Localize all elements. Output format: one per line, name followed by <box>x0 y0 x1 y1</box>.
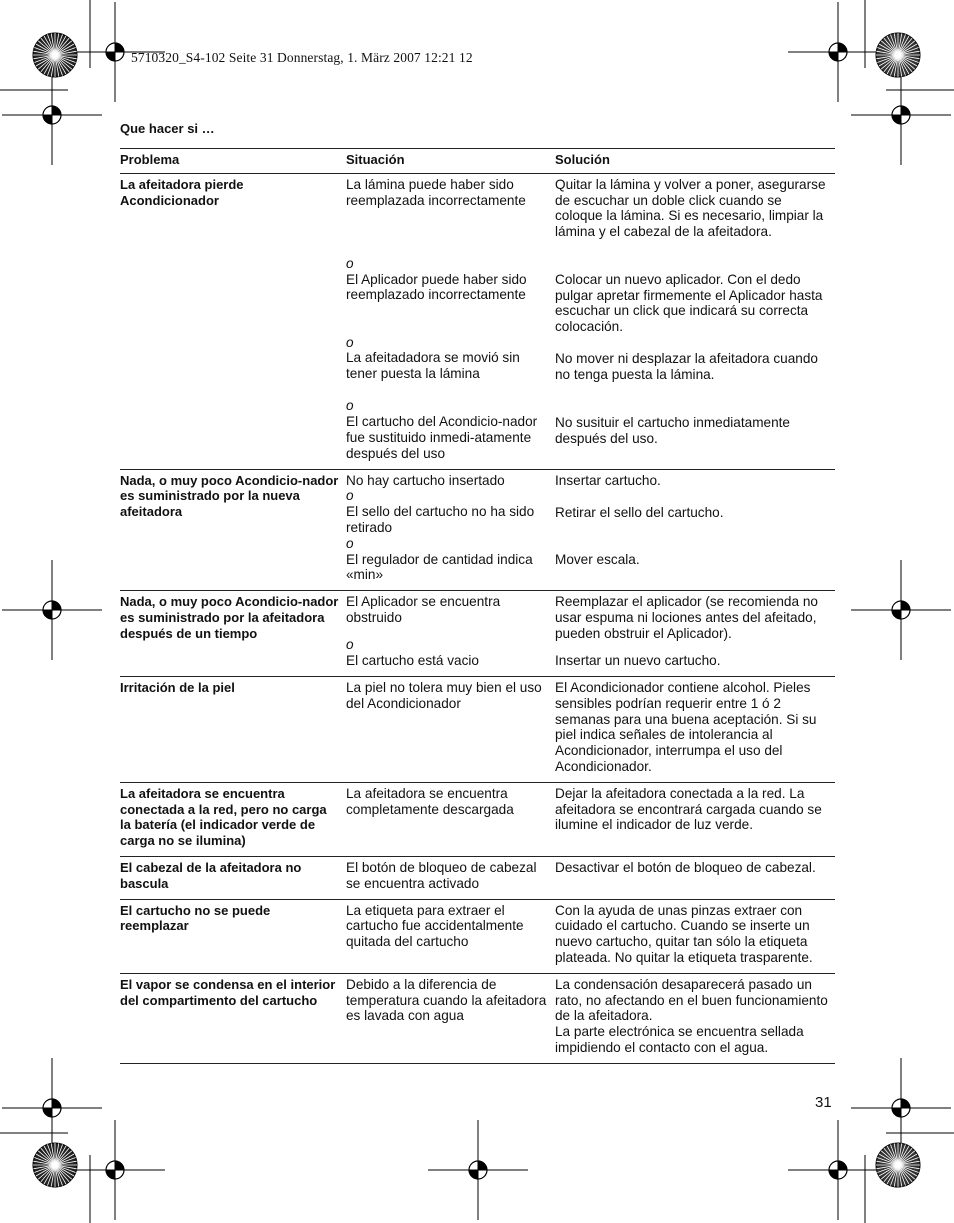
solution-text: El Acondicionador contiene alcohol. Pieles sensibles podrían requerir entre 1 ó 2 semanas para una buena aceptación. Si su piel indica señales de intolerancia al Acondicionador, interrumpa el uso del Acondicionador. <box>555 679 817 774</box>
solution-text: Insertar un nuevo cartucho. <box>555 653 721 669</box>
problem-cell: Irritación de la piel <box>120 679 235 695</box>
situation-text: El botón de bloqueo de cabezal se encuentra activado <box>346 859 537 891</box>
situation-cell <box>346 899 555 973</box>
situation-text: La afeitadadora se movió sin tener puesta la lámina <box>346 350 520 382</box>
crosshair-icon <box>2 65 102 165</box>
solution-cell <box>555 173 835 469</box>
problem-cell: Nada, o muy poco Acondicio-nador es suministrado por la afeitadora después de un tiempo <box>120 594 339 641</box>
solution-text: Insertar cartucho. <box>555 472 661 488</box>
solution-text: Dejar la afeitadora conectada a la red. La afeitadora se encontrará cargada cuando se ilumine el indicador de luz verde. <box>555 785 822 833</box>
print-header: 5710320_S4-102 Seite 31 Donnerstag, 1. März 2007 12:21 12 <box>131 50 473 65</box>
table-row <box>120 782 835 856</box>
situation-text: La lámina puede haber sido reemplazada incorrectamente <box>346 176 526 208</box>
solution-cell <box>555 973 835 1063</box>
registration-wheel-icon <box>876 1143 920 1187</box>
situation-cell <box>346 973 555 1063</box>
solution-text: Desactivar el botón de bloqueo de cabezal. <box>555 859 816 875</box>
situation-text: El cartucho está vacio <box>346 652 479 668</box>
situation-text: Debido a la diferencia de temperatura cuando la afeitadora es lavada con agua <box>346 976 547 1024</box>
solution-cell <box>555 856 835 899</box>
problem-cell: El vapor se condensa en el interior del compartimento del cartucho <box>120 976 336 1008</box>
alternative-marker: o <box>346 398 354 414</box>
table-row <box>120 591 835 677</box>
alternative-marker: o <box>346 488 354 504</box>
crosshair-icon <box>428 1120 528 1220</box>
solution-text: La parte electrónica se encuentra sellada impidiendo el contacto con el agua. <box>555 1024 804 1055</box>
solution-text: Colocar un nuevo aplicador. Con el dedo pulgar apretar firmemente el Aplicador hasta escuchar un click que indicará su correcta colocación. <box>555 271 823 335</box>
situation-text: El sello del cartucho no ha sido retirado <box>346 504 535 535</box>
crosshair-icon <box>851 65 951 165</box>
registration-wheel-icon <box>33 33 77 77</box>
solution-text: La condensación desaparecerá pasado un rato, no afectando en el buen funcionamiento de la afeitadora. <box>555 976 828 1024</box>
alternative-marker: o <box>346 255 354 271</box>
solution-text: No mover ni desplazar la afeitadora cuando no tenga puesta la lámina. <box>555 350 818 382</box>
situation-text: La etiqueta para extraer el cartucho fue accidentalmente quitada del cartucho <box>346 902 524 950</box>
crosshair-icon <box>65 1120 165 1220</box>
troubleshooting-table <box>120 148 835 1064</box>
table-row <box>120 899 835 973</box>
section-title: Que hacer si … <box>120 121 215 136</box>
situation-text: El regulador de cantidad indica «min» <box>346 551 533 583</box>
troubleshooting-table-container <box>120 148 835 1064</box>
solution-text: Quitar la lámina y volver a poner, asegurarse de escuchar un doble click cuando se coloque la lámina. Si es necesario, limpiar la lámina y el cabezal de la afeitadora. <box>555 176 826 240</box>
solution-cell <box>555 469 835 591</box>
situation-cell <box>346 676 555 782</box>
situation-text: El cartucho del Acondicio-nador fue sustituido inmedi-atamente después del uso <box>346 414 538 461</box>
problem-cell: El cabezal de la afeitadora no bascula <box>120 859 302 891</box>
crosshair-icon <box>788 2 888 102</box>
crosshair-icon <box>2 560 102 660</box>
situation-text: El Aplicador puede haber sido reemplazado incorrectamente <box>346 271 527 303</box>
table-row <box>120 173 835 469</box>
crosshair-icon <box>851 560 951 660</box>
situation-text: No hay cartucho insertado <box>346 472 505 488</box>
column-header-problema: Problema <box>120 149 346 174</box>
table-row <box>120 856 835 899</box>
situation-cell <box>346 782 555 856</box>
alternative-marker: o <box>346 637 354 653</box>
solution-cell <box>555 899 835 973</box>
situation-cell <box>346 591 555 677</box>
table-row <box>120 469 835 591</box>
page-number: 31 <box>815 1094 832 1111</box>
situation-text: La afeitadora se encuentra completamente descargada <box>346 785 514 817</box>
solution-text: Con la ayuda de unas pinzas extraer con cuidado el cartucho. Cuando se inserte un nuevo cartucho, quitar tan sólo la etiqueta plateada. No quitar la etiqueta trasparente. <box>555 902 813 965</box>
alternative-marker: o <box>346 334 354 350</box>
crosshair-icon <box>788 1120 888 1220</box>
solution-text: No susituir el cartucho inmediatamente después del uso. <box>555 414 790 446</box>
solution-text: Retirar el sello del cartucho. <box>555 504 724 520</box>
registration-wheel-icon <box>876 33 920 77</box>
table-row <box>120 973 835 1063</box>
situation-cell <box>346 173 555 469</box>
solution-cell <box>555 591 835 677</box>
problem-cell: La afeitadora pierde Acondicionador <box>120 176 244 208</box>
solution-text: Reemplazar el aplicador (se recomienda no usar espuma ni lociones antes del afeitado, pueden obstruir el Aplicador). <box>555 594 818 641</box>
column-header-situacion: Situación <box>346 149 555 174</box>
problem-cell: El cartucho no se puede reemplazar <box>120 902 271 934</box>
situation-text: El Aplicador se encuentra obstruido <box>346 594 501 625</box>
situation-cell <box>346 856 555 899</box>
solution-cell <box>555 676 835 782</box>
situation-cell <box>346 469 555 591</box>
situation-text: La piel no tolera muy bien el uso del Acondicionador <box>346 679 542 711</box>
solution-text: Mover escala. <box>555 551 640 567</box>
column-header-solucion: Solución <box>555 149 835 174</box>
table-row <box>120 676 835 782</box>
registration-wheel-icon <box>33 1143 77 1187</box>
problem-cell: La afeitadora se encuentra conectada a la red, pero no carga la batería (el indicador verde de carga no se ilumina) <box>120 785 327 849</box>
solution-cell <box>555 782 835 856</box>
alternative-marker: o <box>346 535 354 551</box>
problem-cell: Nada, o muy poco Acondicio-nador es suministrado por la nueva afeitadora <box>120 472 339 520</box>
table-header-row <box>120 149 835 174</box>
